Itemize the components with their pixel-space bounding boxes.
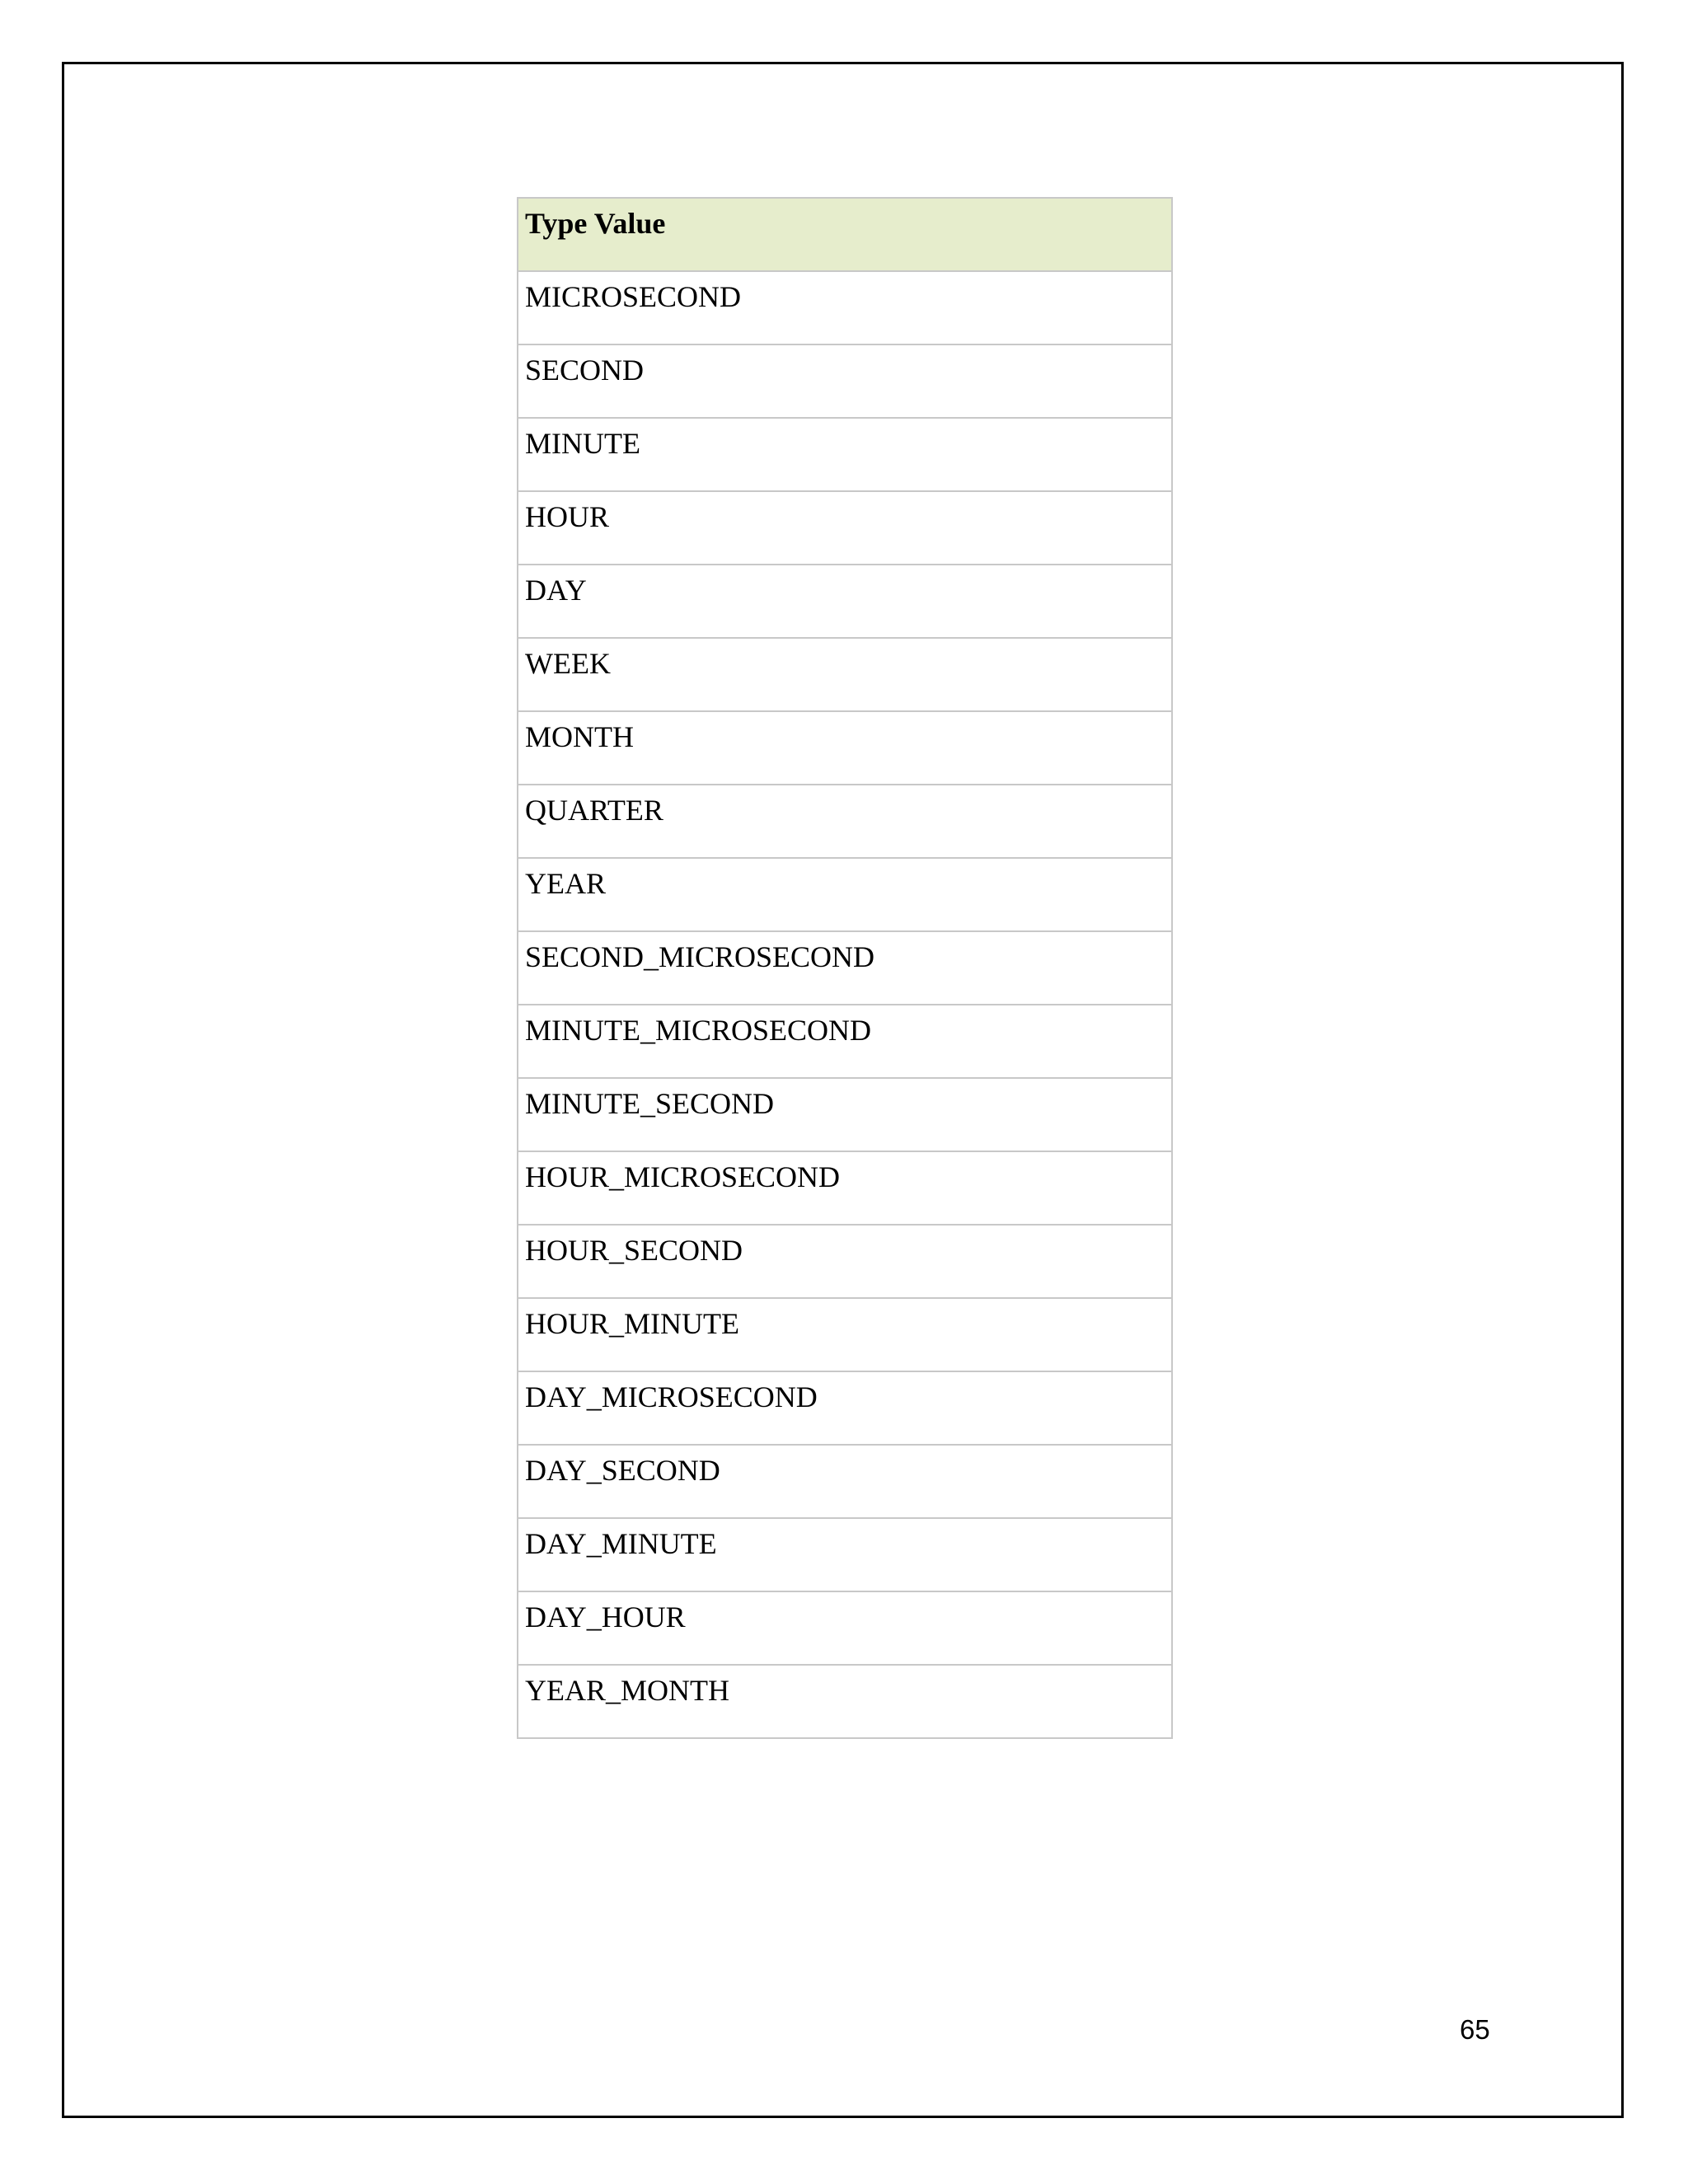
cell-text: MICROSECOND [525,280,742,313]
table-cell [518,1445,1172,1518]
table-cell [518,711,1172,785]
table-cell [518,1591,1172,1665]
page-number: 65 [1460,2014,1490,2045]
table-row [518,1151,1172,1225]
table-cell [518,638,1172,711]
cell-text: MONTH [525,720,634,753]
table-header-cell [518,198,1172,271]
cell-text: DAY_MICROSECOND [525,1380,818,1413]
cell-text: MINUTE_MICROSECOND [525,1014,872,1047]
cell-text: HOUR_MICROSECOND [525,1160,841,1193]
table-cell [518,1371,1172,1445]
table-cell [518,1078,1172,1151]
table-row [518,418,1172,491]
table-cell [518,344,1172,418]
table-row [518,1078,1172,1151]
cell-text: DAY_SECOND [525,1454,720,1487]
table-cell [518,1005,1172,1078]
table-cell [518,271,1172,344]
table-cell [518,491,1172,565]
cell-text: SECOND_MICROSECOND [525,940,875,973]
table-row [518,1445,1172,1518]
type-value-table [517,197,1173,1739]
table-row [518,491,1172,565]
table-row [518,785,1172,858]
table-row [518,271,1172,344]
table-cell [518,931,1172,1005]
table-row [518,931,1172,1005]
cell-text: YEAR [525,867,606,900]
table-cell [518,1298,1172,1371]
table-header-row [518,198,1172,271]
cell-text: WEEK [525,647,611,680]
cell-text: HOUR [525,500,610,533]
table-row [518,1298,1172,1371]
table-row [518,1665,1172,1738]
table-cell [518,785,1172,858]
table-cell [518,418,1172,491]
cell-text: DAY_MINUTE [525,1527,717,1560]
table-row [518,1005,1172,1078]
table-cell [518,1518,1172,1591]
table-cell [518,565,1172,638]
table-cell [518,1225,1172,1298]
cell-text: DAY_HOUR [525,1601,686,1633]
cell-text: MINUTE_SECOND [525,1087,774,1120]
table-cell [518,1665,1172,1738]
table-row [518,711,1172,785]
table-row [518,858,1172,931]
cell-text: HOUR_SECOND [525,1234,743,1267]
table-row [518,1225,1172,1298]
table-header-label: Type Value [525,207,666,240]
table-cell [518,1151,1172,1225]
cell-text: SECOND [525,354,645,387]
cell-text: MINUTE [525,427,640,460]
cell-text: HOUR_MINUTE [525,1307,739,1340]
table-row [518,1518,1172,1591]
table-row [518,1591,1172,1665]
table-row [518,1371,1172,1445]
cell-text: YEAR_MONTH [525,1674,729,1707]
table-cell [518,858,1172,931]
cell-text: QUARTER [525,794,663,827]
table-row [518,565,1172,638]
table-row [518,344,1172,418]
cell-text: DAY [525,574,587,607]
table-row [518,638,1172,711]
